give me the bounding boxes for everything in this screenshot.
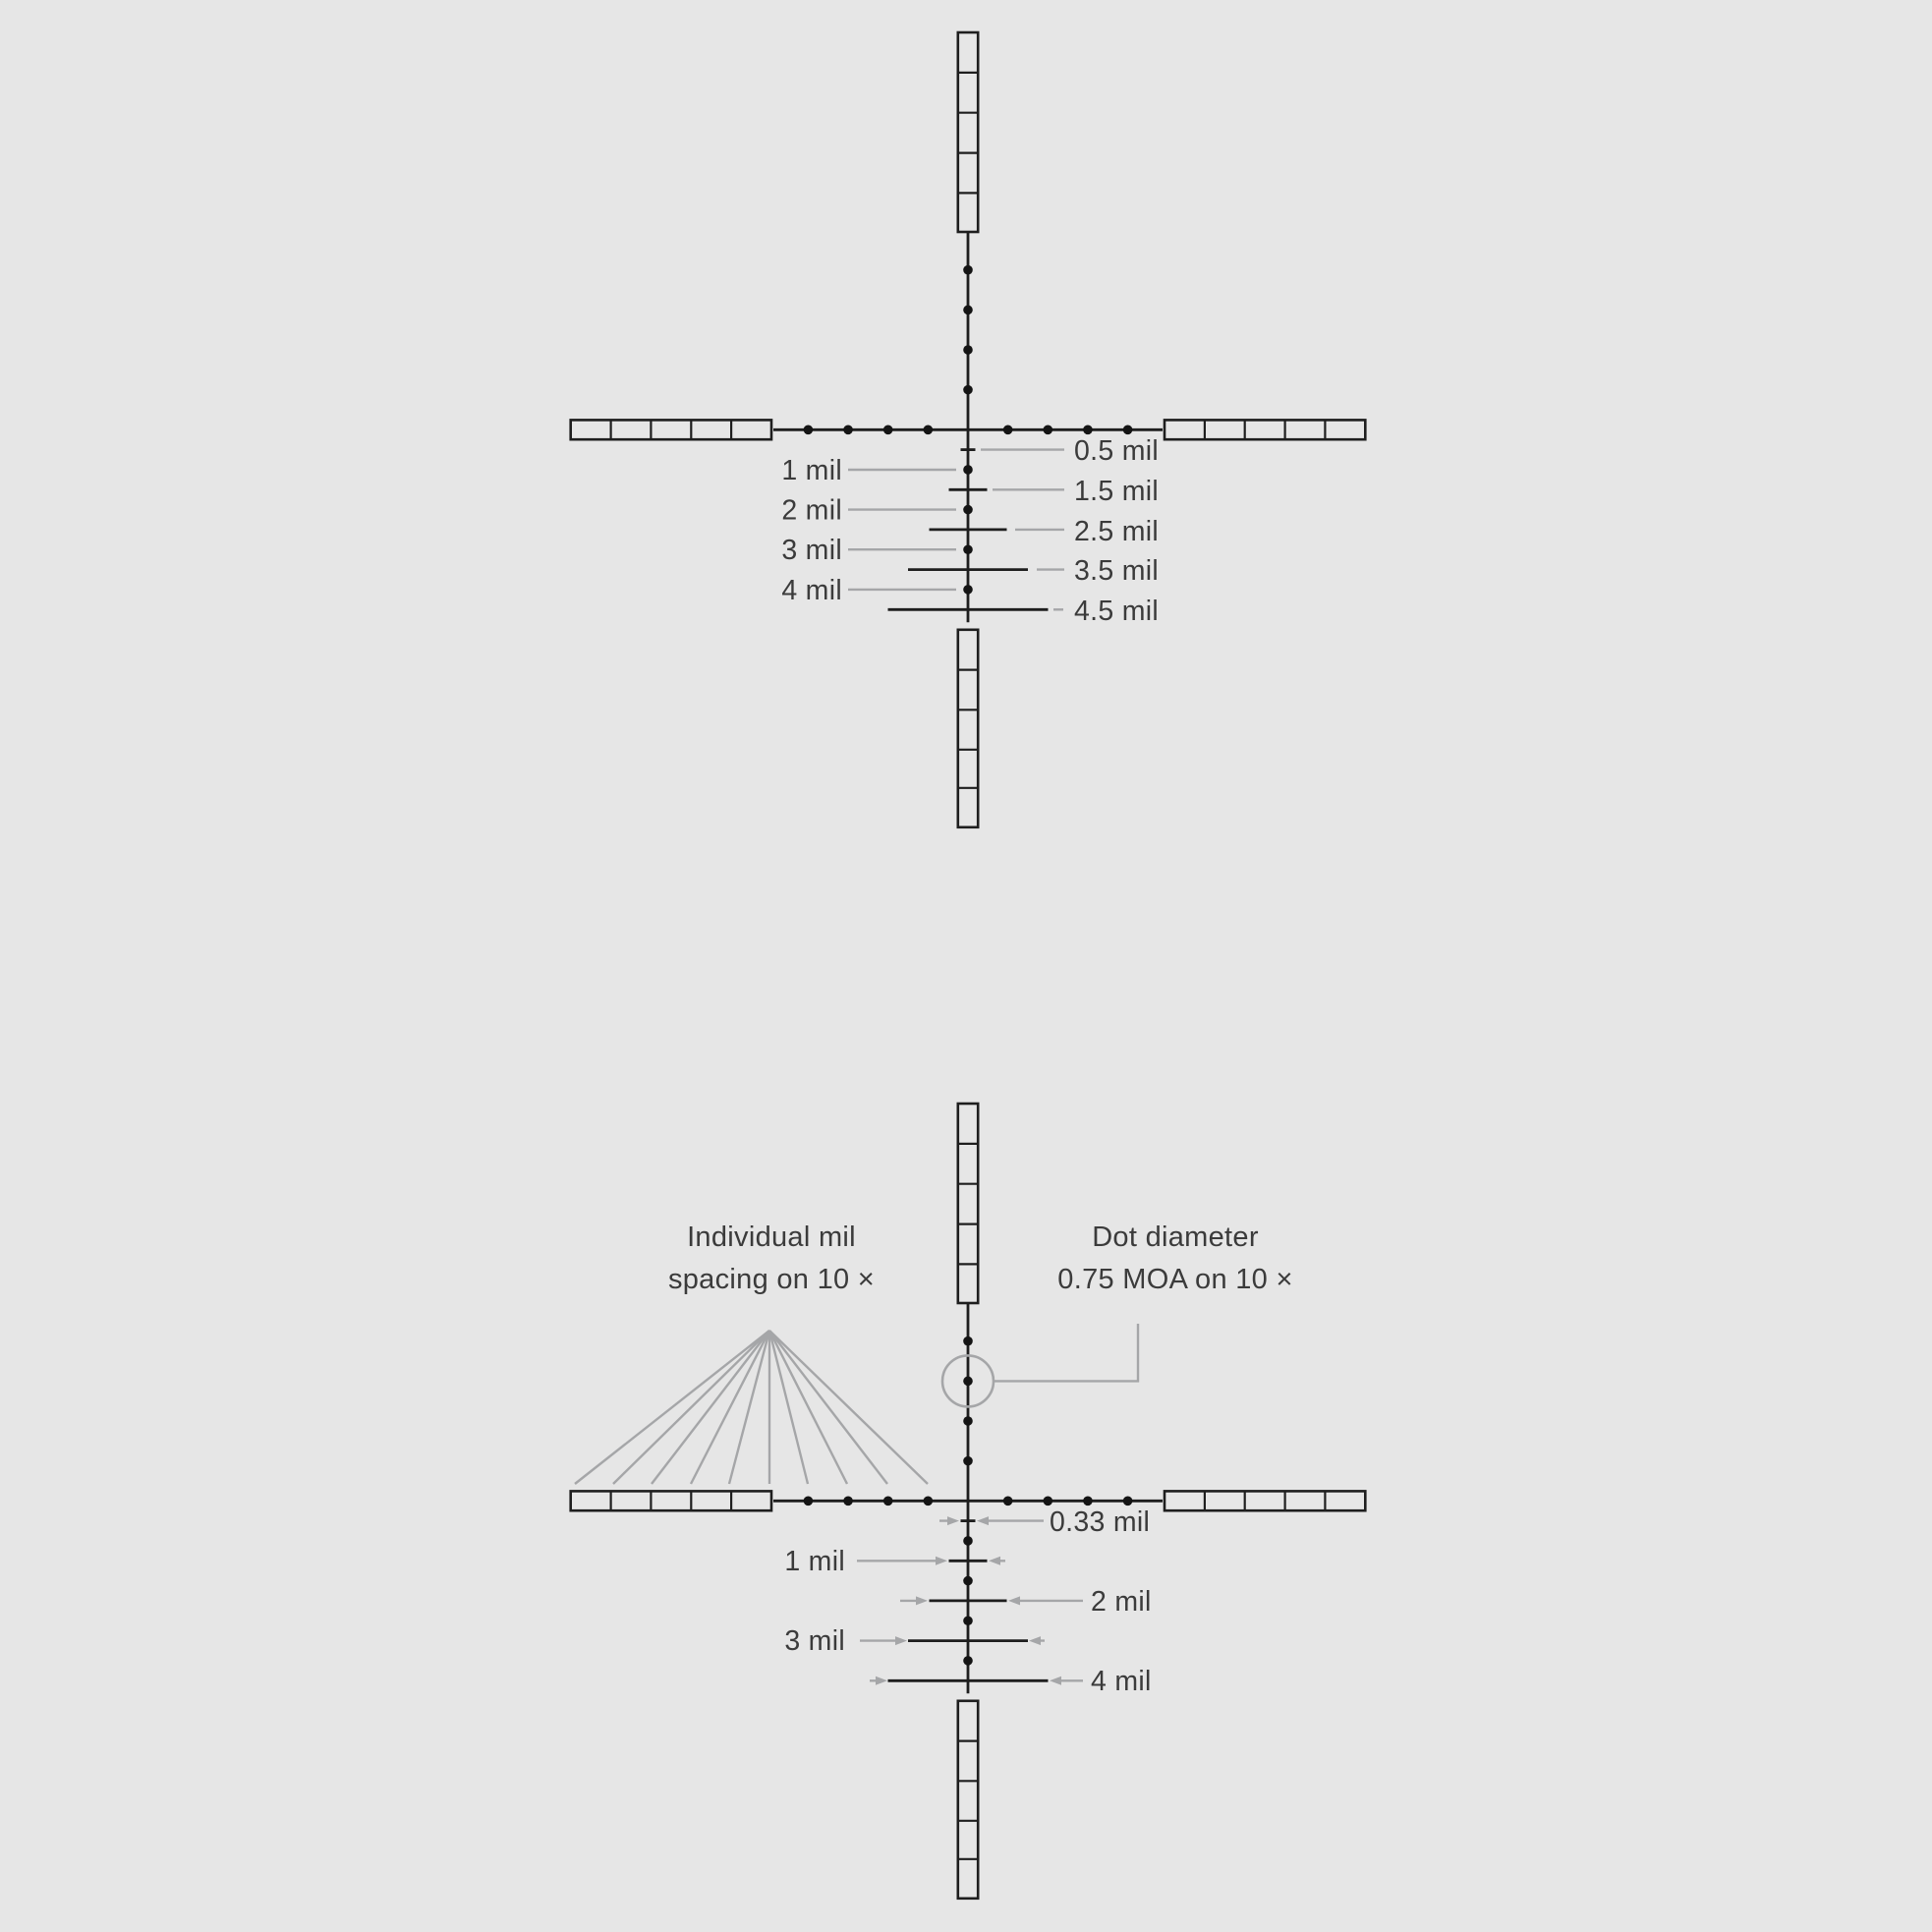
dot-position-label-2mil: 2 mil bbox=[781, 494, 842, 527]
tick-position-label-45mil: 4.5 mil bbox=[1074, 596, 1160, 627]
dot-position-label-1mil: 1 mil bbox=[781, 455, 842, 486]
dot-note-connector bbox=[994, 1324, 1138, 1381]
arrowhead-left-icon bbox=[1008, 1596, 1020, 1605]
arrowhead-right-icon bbox=[895, 1636, 907, 1645]
arrowhead-left-icon bbox=[977, 1516, 989, 1525]
tick-position-label-05mil: 0.5 mil bbox=[1074, 435, 1160, 467]
dot-diameter-note-line1: Dot diameter bbox=[1092, 1222, 1259, 1253]
top-reticle bbox=[571, 32, 1366, 827]
top-reticle-diagram bbox=[571, 32, 1366, 827]
arrowhead-left-icon bbox=[1050, 1676, 1061, 1685]
dot-position-label-3mil: 3 mil bbox=[781, 535, 842, 567]
tick-position-label-15mil: 1.5 mil bbox=[1074, 476, 1160, 507]
tick-width-label-1mil: 1 mil bbox=[784, 1546, 845, 1577]
arrowhead-left-icon bbox=[989, 1557, 1000, 1565]
arrowhead-right-icon bbox=[876, 1676, 887, 1685]
tick-width-label-2mil: 2 mil bbox=[1091, 1586, 1152, 1618]
tick-width-label-033mil: 0.33 mil bbox=[1050, 1506, 1151, 1538]
dot-position-label-4mil: 4 mil bbox=[781, 574, 842, 606]
tick-position-label-25mil: 2.5 mil bbox=[1074, 516, 1160, 547]
arrowhead-right-icon bbox=[936, 1557, 947, 1565]
arrowhead-right-icon bbox=[916, 1596, 928, 1605]
dot-diameter-note-line2: 0.75 MOA on 10 × bbox=[1057, 1264, 1293, 1295]
mil-spacing-fan-lines bbox=[575, 1331, 928, 1484]
tick-width-label-4mil: 4 mil bbox=[1091, 1666, 1152, 1697]
tick-width-label-3mil: 3 mil bbox=[784, 1625, 845, 1657]
mil-spacing-note-line1: Individual mil bbox=[687, 1222, 856, 1253]
arrowhead-left-icon bbox=[1029, 1636, 1041, 1645]
arrowhead-right-icon bbox=[947, 1516, 959, 1525]
tick-position-label-35mil: 3.5 mil bbox=[1074, 555, 1160, 587]
mil-spacing-note-line2: spacing on 10 × bbox=[667, 1264, 876, 1295]
bottom-reticle-diagram bbox=[571, 1104, 1366, 1899]
